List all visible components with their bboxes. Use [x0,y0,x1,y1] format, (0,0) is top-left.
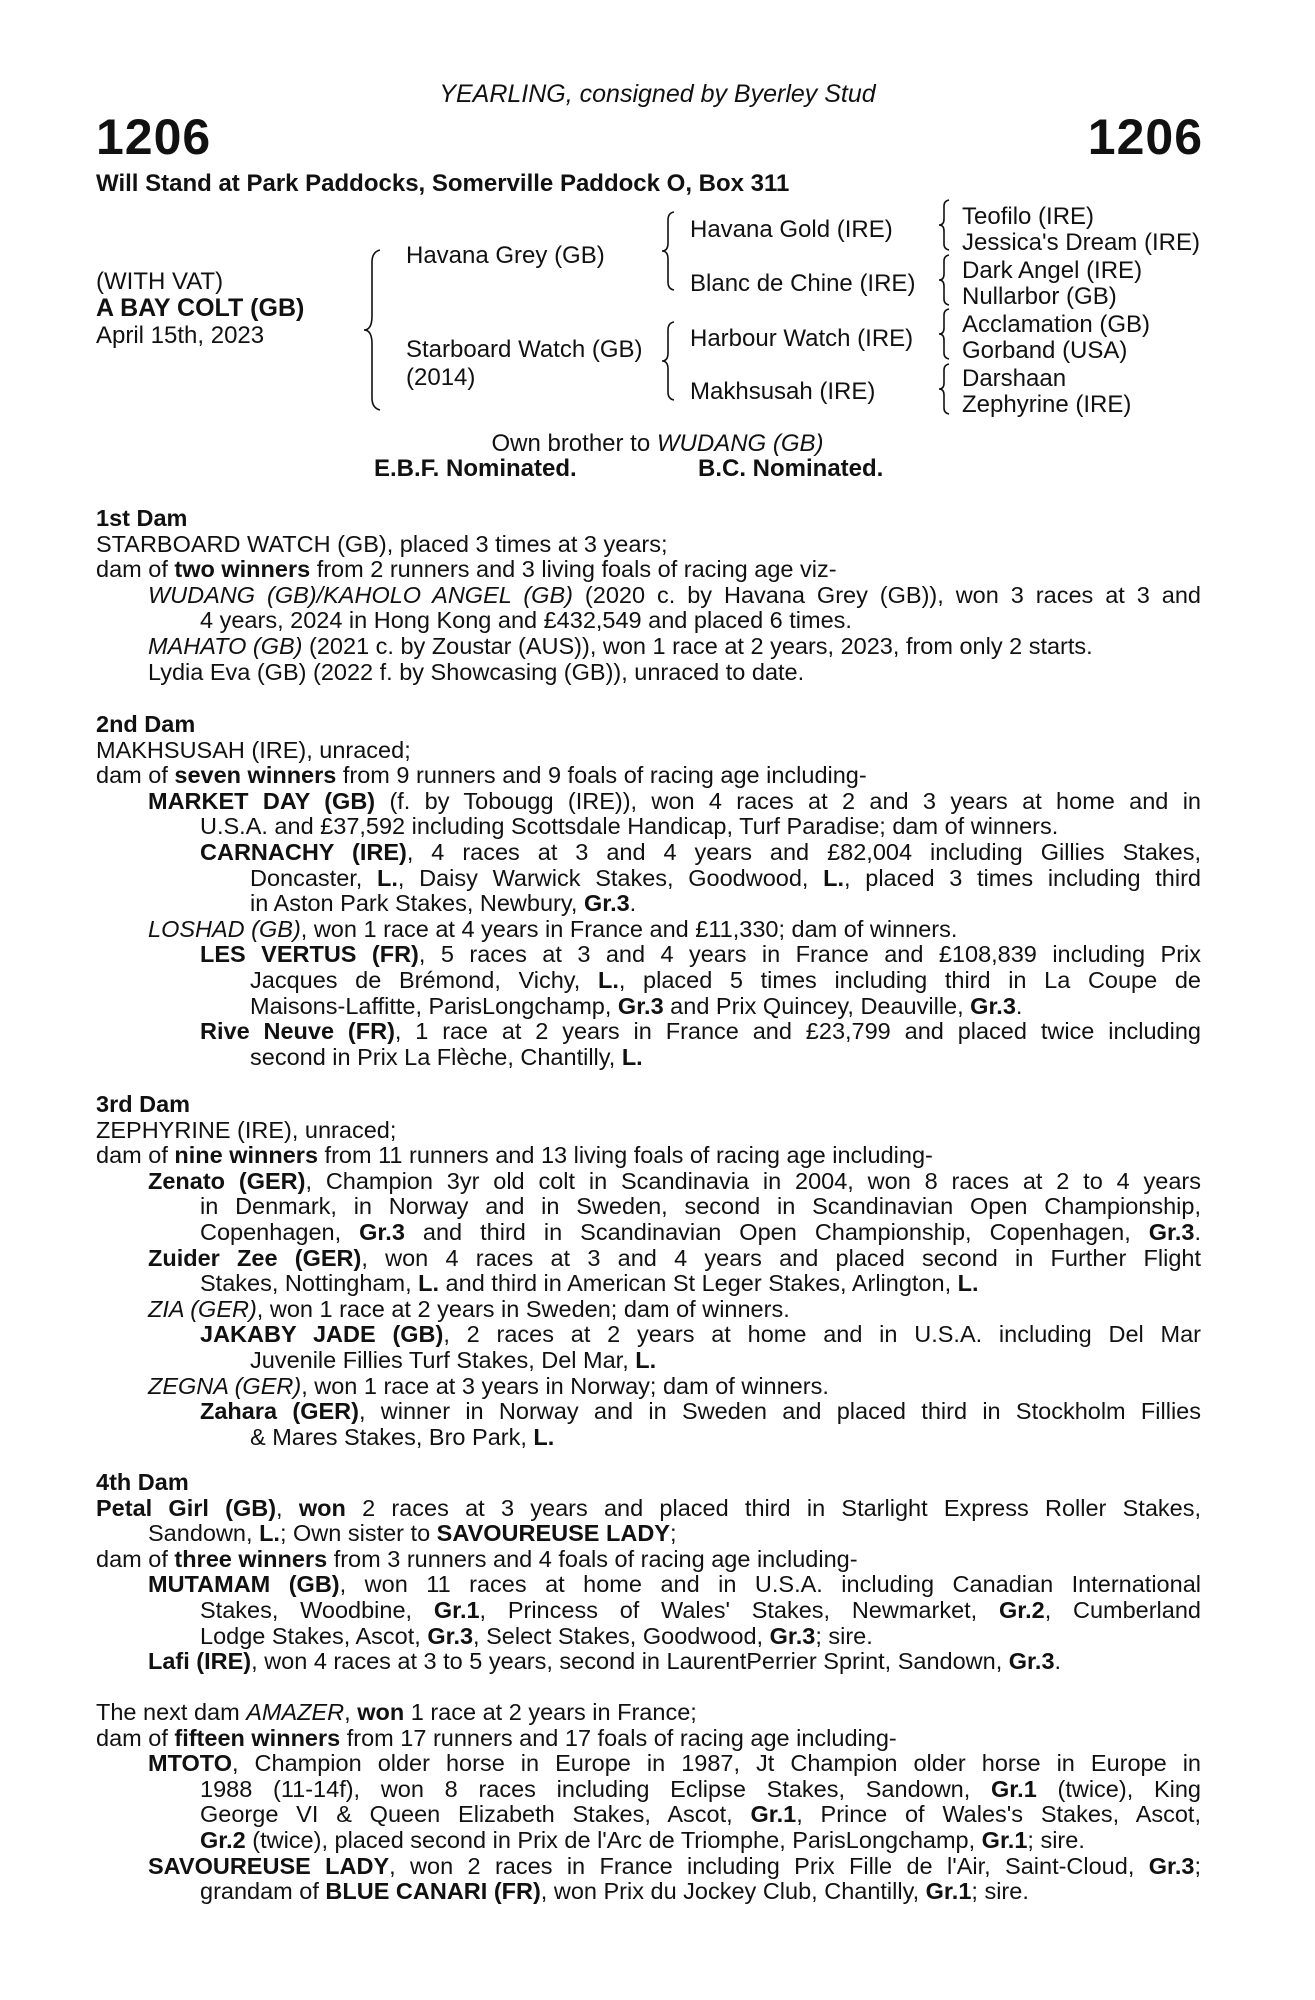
pedigree-g3-8: Zephyrine (IRE) [962,391,1132,418]
text: (twice), placed second in Prix de l'Arc de Triomphe, ParisLongchamp, [245,1826,982,1853]
own-brother-name: WUDANG (GB) [656,430,824,457]
bold-text: L. [621,1043,643,1070]
text-line [96,1547,1201,1573]
text-line [96,840,1201,866]
text-line [96,1374,1201,1400]
text: The next dam [96,1699,247,1725]
bold-text: Gr.1 [750,1801,797,1828]
text-line [96,1246,1201,1272]
italic-text: AMAZER [246,1699,345,1725]
text-line [96,738,1201,764]
section-heading: 4th Dam [96,1469,189,1495]
bold-text: Zuider Zee (GER) [148,1244,362,1271]
bold-text: Gr.3 [617,992,664,1019]
text: (twice), King [1036,1775,1201,1802]
section-heading: 2nd Dam [96,711,196,737]
foaling-date: April 15th, 2023 [96,322,265,349]
horse-name: A BAY COLT (GB) [96,294,305,322]
text-line [96,1572,1201,1598]
text: , [276,1494,299,1521]
bold-text: Gr.1 [433,1596,480,1623]
text: Maisons-Laffitte, ParisLongchamp, [250,992,618,1019]
text-line [96,608,1201,634]
pedigree-g3-2: Jessica's Dream (IRE) [962,229,1200,256]
text: , won 1 race at 3 years in Norway; dam of winners. [301,1372,829,1399]
bold-text: three winners [174,1545,328,1572]
text: Doncaster, [250,864,378,891]
text: from 2 runners and 3 living foals of racing age viz- [310,556,837,583]
pedigree-g3-7: Darshaan [962,365,1067,392]
text: , winner in Norway and in Sweden and placed third in Stockholm Fillies [358,1398,1201,1425]
vat-note: (WITH VAT) [96,268,224,295]
bold-text: two winners [174,556,311,583]
text-line [96,1726,1201,1752]
text-line [96,660,1201,686]
text: , Champion older horse in Europe in 1987, Jt Champion older horse in Europe in [232,1750,1201,1777]
section-heading: 1st Dam [96,505,188,531]
text: , won 4 races at 3 and 4 years and placed second in Further Flight [361,1244,1201,1271]
text: from 17 runners and 17 foals of racing age including- [340,1724,897,1751]
bold-text: Gr.1 [981,1826,1028,1853]
text: ; sire. [1027,1826,1085,1853]
bold-text: fifteen winners [174,1724,341,1751]
text-line [96,1194,1201,1220]
text: and third in Scandinavian Open Championship, Copenhagen, [404,1218,1149,1245]
bold-text: L. [418,1270,440,1297]
italic-text: ZEGNA (GER) [148,1372,302,1399]
text: , 4 races at 3 and 4 years and £82,004 including Gillies Stakes, [406,838,1201,865]
bold-text: MARKET DAY (GB) [148,787,376,814]
lot-number-left: 1206 [96,109,212,165]
text: , 2 races at 2 years at home and in U.S.A. including Del Mar [443,1321,1201,1348]
section-fourth-dam [96,1470,1201,1675]
text-line [96,1399,1201,1425]
italic-text: ZIA (GER) [148,1295,257,1322]
pedigree-dam-sire: Harbour Watch (IRE) [690,325,914,352]
bold-text: L. [259,1520,280,1547]
text: dam of [96,556,175,583]
pedigree-brace-main [368,250,392,410]
text-line [96,1802,1201,1828]
text: from 3 runners and 4 foals of racing age including- [327,1545,858,1572]
bold-text: Lafi (IRE) [148,1648,252,1675]
bc-nomination: B.C. Nominated. [698,455,884,482]
bold-text: CARNACHY (IRE) [200,838,407,865]
text: , won 11 races at home and in U.S.A. including Canadian International [339,1571,1201,1598]
text-line [96,1169,1201,1195]
text: grandam of [200,1878,326,1905]
text: , won 1 race at 4 years in France and £11,330; dam of winners. [300,915,958,942]
text: Sandown, [148,1520,260,1547]
text: , won 2 races in France including Prix Fille de l'Air, Saint-Cloud, [389,1852,1149,1879]
text: ZEPHYRINE (IRE), unraced; [96,1116,397,1143]
bold-text: Gr.3 [1008,1648,1055,1675]
text: ; sire. [971,1878,1029,1905]
text: , 5 races at 3 and 4 years in France and £108,839 including Prix [418,941,1201,968]
bold-text: nine winners [174,1142,319,1169]
text: , placed 5 times including third in La Coupe de [618,966,1201,993]
bold-text: Gr.3 [359,1218,405,1245]
text: . [1194,1218,1202,1245]
text-line [96,532,1201,558]
text-line [96,789,1201,815]
text-line [96,1297,1201,1323]
text-line [96,968,1201,994]
stabling-line: Will Stand at Park Paddocks, Somerville Paddock O, Box 311 [96,170,790,197]
text-line [96,917,1201,943]
text: dam of [96,762,175,789]
text: U.S.A. and £37,592 including Scottsdale Handicap, Turf Paradise; dam of winners. [200,813,1059,840]
bold-text: Rive Neuve (FR) [200,1018,395,1045]
text: 1 race at 2 years in France; [404,1699,697,1725]
bold-text: L. [533,1423,555,1450]
section-heading: 3rd Dam [96,1091,191,1117]
text: dam of [96,1545,175,1572]
bold-text: won [357,1699,405,1725]
text-line [96,1271,1201,1297]
bold-text: Gr.1 [991,1775,1037,1802]
pedigree-sire-dam: Blanc de Chine (IRE) [690,270,916,297]
pedigree-brace-g4 [940,364,960,414]
text: from 11 runners and 13 living foals of racing age including- [318,1142,933,1169]
text: , Select Stakes, Goodwood, [473,1622,770,1649]
text: Lodge Stakes, Ascot, [200,1622,428,1649]
bold-text: seven winners [174,762,337,789]
ebf-nomination: E.B.F. Nominated. [374,455,577,482]
text-line [96,1496,1201,1522]
text-line [96,1425,1201,1451]
text: , Champion 3yr old colt in Scandinavia in 2004, won 8 races at 2 to 4 years [305,1167,1201,1194]
pedigree-dam-dam: Makhsusah (IRE) [690,378,876,405]
text: , won 1 race at 2 years in Sweden; dam of winners. [256,1295,790,1322]
bold-text: Zenato (GER) [148,1167,306,1194]
text: . [1015,992,1023,1019]
text: Juvenile Fillies Turf Stakes, Del Mar, [250,1346,636,1373]
bold-text: L. [597,966,619,993]
text: , Daisy Warwick Stakes, Goodwood, [397,864,824,891]
bold-text: won [298,1494,346,1521]
text: . [629,890,637,917]
section-next-dam [96,1700,1201,1905]
consignor-line: YEARLING, consigned by Byerley Stud [439,80,876,108]
italic-text: LOSHAD (GB) [148,915,301,942]
text-line [96,1019,1201,1045]
text: ; Own sister to [279,1520,437,1547]
text-line [96,1624,1201,1650]
text-line [96,1348,1201,1374]
text: ; [669,1520,677,1547]
text-line [96,1118,1201,1144]
text: (2020 c. by Havana Grey (GB)), won 3 races at 3 and [572,581,1201,608]
text: Copenhagen, [200,1218,360,1245]
section-first-dam [96,506,1201,685]
text: , won Prix du Jockey Club, Chantilly, [540,1878,926,1905]
text: in Aston Park Stakes, Newbury, [250,890,584,917]
bold-text: L. [377,864,398,891]
bold-text: Petal Girl (GB) [96,1494,277,1521]
text-line [96,583,1201,609]
bold-text: Gr.3 [1148,1852,1195,1879]
pedigree-brace-g3 [940,309,960,359]
text: & Mares Stakes, Bro Park, [250,1423,534,1450]
bold-text: SAVOUREUSE LADY [148,1852,390,1879]
bold-text: Gr.1 [925,1878,972,1905]
bold-text: Gr.2 [998,1596,1045,1623]
pedigree-sire: Havana Grey (GB) [406,242,605,269]
text: from 9 runners and 9 foals of racing age including- [336,762,867,789]
text-line [96,1598,1201,1624]
text: , Prince of Wales's Stakes, Ascot, [796,1801,1201,1828]
bold-text: LES VERTUS (FR) [200,941,419,968]
text: and third in American St Leger Stakes, Arlington, [439,1270,958,1297]
text: STARBOARD WATCH (GB), placed 3 times at 3 years; [96,530,668,557]
text-line [96,1220,1201,1246]
text: (2021 c. by Zoustar (AUS)), won 1 race at 2 years, 2023, from only 2 starts. [302,632,1093,659]
text: dam of [96,1142,175,1169]
text: Stakes, Woodbine, [200,1596,434,1623]
own-brother-line [0,430,1315,458]
text: , [344,1699,358,1725]
text-line [96,866,1201,892]
bold-text: Zahara (GER) [200,1398,359,1425]
pedigree-g3-4: Nullarbor (GB) [962,283,1117,310]
text-line [96,1045,1201,1071]
text: and Prix Quincey, Deauville, [663,992,971,1019]
bold-text: L. [957,1270,979,1297]
text: , Princess of Wales' Stakes, Newmarket, [479,1596,999,1623]
bold-text: L. [823,864,845,891]
text-line [96,1143,1201,1169]
text: 4 years, 2024 in Hong Kong and £432,549 and placed 6 times. [200,607,852,634]
section-third-dam [96,1092,1201,1450]
pedigree-brace-g1 [940,200,960,250]
bold-text: BLUE CANARI (FR) [325,1878,541,1905]
text: ; [1194,1852,1201,1879]
pedigree-brace-dam [664,322,688,400]
pedigree-brace-sire [664,212,688,290]
text-line [96,891,1201,917]
section-second-dam [96,712,1201,1070]
bold-text: Gr.3 [583,890,630,917]
text-line [96,1879,1201,1905]
own-brother-prefix: Own brother to [491,430,657,457]
bold-text: SAVOUREUSE LADY [436,1520,670,1547]
text-line [96,1322,1201,1348]
text-line [96,763,1201,789]
text-line [96,1751,1201,1777]
text-line [96,1700,1201,1726]
bold-text: Gr.3 [427,1622,474,1649]
text-line [96,1828,1201,1854]
italic-text: WUDANG (GB)/KAHOLO ANGEL (GB) [148,581,573,608]
text-line [96,634,1201,660]
text: Lydia Eva (GB) (2022 f. by Showcasing (GB)), unraced to date. [148,658,805,685]
bold-text: Gr.3 [769,1622,816,1649]
text-line [96,1777,1201,1803]
text: Stakes, Nottingham, [200,1270,419,1297]
pedigree-g3-5: Acclamation (GB) [962,311,1151,338]
pedigree-g3-3: Dark Angel (IRE) [962,257,1143,284]
italic-text: MAHATO (GB) [148,632,303,659]
bold-text: Gr.2 [200,1826,246,1853]
text-line [96,1521,1201,1547]
bold-text: MUTAMAM (GB) [148,1571,340,1598]
text: ; sire. [815,1622,873,1649]
text: in Denmark, in Norway and in Sweden, second in Scandinavian Open Championship, [200,1193,1201,1220]
text: MAKHSUSAH (IRE), unraced; [96,736,411,763]
text-line [96,814,1201,840]
pedigree-dam-year: (2014) [406,364,476,391]
text: (f. by Tobougg (IRE)), won 4 races at 2 and 3 years at home and in [375,787,1202,814]
bold-text: MTOTO [148,1750,232,1777]
text: , 1 race at 2 years in France and £23,799 and placed twice including [394,1018,1201,1045]
text-line [96,557,1201,583]
bold-text: Gr.3 [1148,1218,1195,1245]
pedigree-sire-sire: Havana Gold (IRE) [690,216,893,243]
bold-text: JAKABY JADE (GB) [200,1321,444,1348]
text: George VI & Queen Elizabeth Stakes, Ascot, [200,1801,751,1828]
text: , placed 3 times including third [844,864,1201,891]
text: , won 4 races at 3 to 5 years, second in LaurentPerrier Sprint, Sandown, [251,1648,1009,1675]
text: 1988 (11-14f), won 8 races including Eclipse Stakes, Sandown, [200,1775,992,1802]
text: Jacques de Brémond, Vichy, [250,966,598,993]
pedigree-g3-1: Teofilo (IRE) [962,203,1095,230]
text: , Cumberland [1044,1596,1201,1623]
bold-text: L. [635,1346,657,1373]
text: dam of [96,1724,175,1751]
pedigree-dam: Starboard Watch (GB) [406,336,643,363]
text: 2 races at 3 years and placed third in Starlight Express Roller Stakes, [345,1494,1201,1521]
pedigree-g3-6: Gorband (USA) [962,337,1128,364]
text-line [96,1649,1201,1675]
text-line [96,942,1201,968]
text: . [1054,1648,1062,1675]
lot-number-right: 1206 [1087,109,1203,165]
text-line [96,994,1201,1020]
bold-text: Gr.3 [970,992,1016,1019]
pedigree-brace-g2 [940,255,960,305]
text-line [96,1854,1201,1880]
text: second in Prix La Flèche, Chantilly, [250,1043,622,1070]
